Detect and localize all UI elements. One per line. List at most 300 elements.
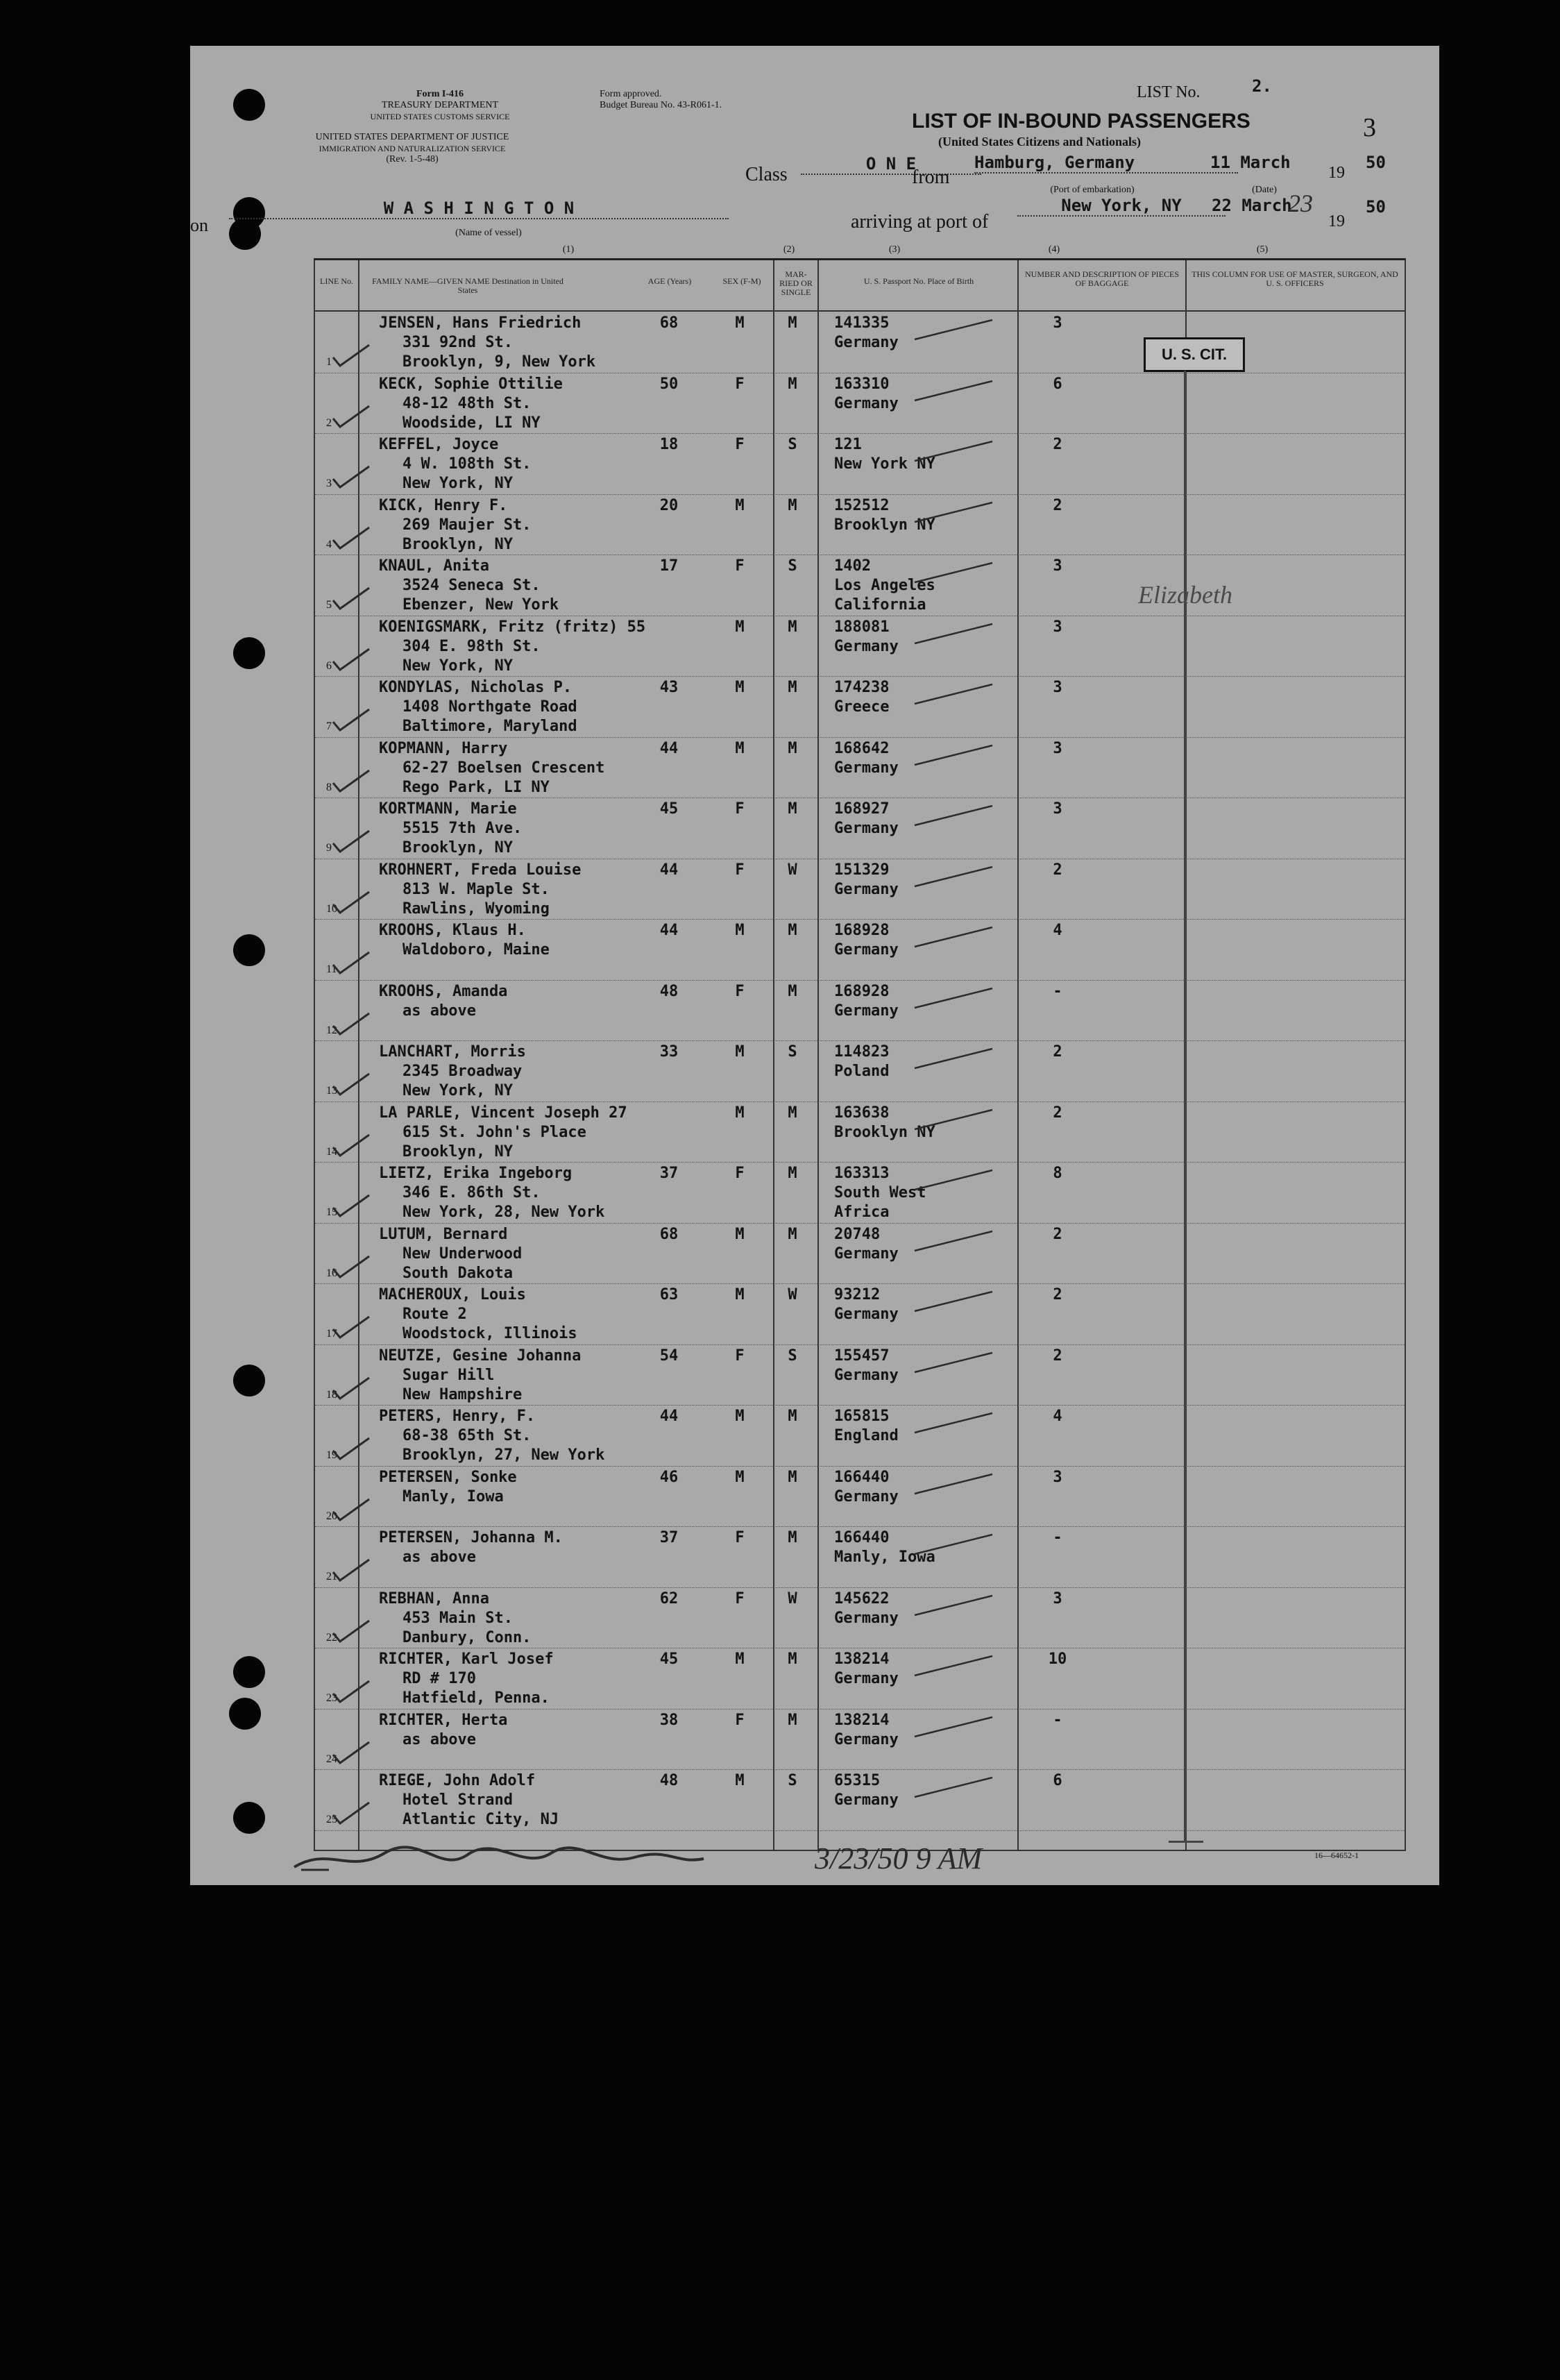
passenger-name: KOPMANN, Harry xyxy=(379,739,508,757)
table-row xyxy=(315,1102,1405,1163)
passenger-name: KICK, Henry F. xyxy=(379,496,508,514)
place-of-birth: Germany xyxy=(834,1670,899,1687)
passport-number: 168642 xyxy=(834,739,890,757)
table-row xyxy=(315,373,1405,434)
tick-stroke-icon xyxy=(912,437,995,465)
check-mark-icon xyxy=(330,1192,372,1220)
table-row xyxy=(315,1648,1405,1710)
arrival-date: 22 March xyxy=(1212,196,1292,215)
place-of-birth: Los Angeles xyxy=(834,577,935,594)
baggage-count: - xyxy=(1053,1711,1062,1729)
baggage-count: 2 xyxy=(1053,1347,1062,1365)
signature-scrawl xyxy=(287,1839,787,1881)
table-row xyxy=(315,1040,1405,1102)
line-number: 15 xyxy=(326,1206,337,1218)
marital-status-cell: S xyxy=(788,436,797,453)
table-row xyxy=(315,433,1405,495)
marital-status-cell: M xyxy=(788,1529,797,1546)
check-mark-icon xyxy=(330,585,372,613)
table-row xyxy=(315,676,1405,738)
tick-stroke-icon xyxy=(912,984,995,1012)
baggage-count: 3 xyxy=(1053,314,1062,332)
marital-status-cell: S xyxy=(788,1347,797,1365)
sex-cell: M xyxy=(735,679,745,696)
passenger-table xyxy=(314,258,1406,1851)
tick-stroke-icon xyxy=(912,1713,995,1741)
passenger-name: PETERSEN, Sonke xyxy=(379,1468,517,1486)
check-mark-icon xyxy=(330,1618,372,1646)
table-row xyxy=(315,1405,1405,1467)
sex-cell: F xyxy=(735,436,745,453)
check-mark-icon xyxy=(330,1071,372,1099)
col-number: (4) xyxy=(1048,244,1060,255)
line-number: 22 xyxy=(326,1631,337,1644)
col-header-line: LINE No. xyxy=(320,276,353,286)
place-of-birth: Germany xyxy=(834,1730,899,1748)
address-line1: 3524 Seneca St. xyxy=(402,577,541,594)
passport-number: 174238 xyxy=(834,679,890,696)
address-line2: Baltimore, Maryland xyxy=(402,718,577,735)
passenger-name: LANCHART, Morris xyxy=(379,1043,526,1061)
place-of-birth: Germany xyxy=(834,880,899,898)
check-mark-icon xyxy=(330,1254,372,1281)
passenger-name: KEFFEL, Joyce xyxy=(379,436,499,453)
col-header-name: FAMILY NAME—GIVEN NAME Destination in United States xyxy=(372,276,563,295)
port-embark-caption: (Port of embarkation) xyxy=(1050,185,1135,195)
passport-number: 151329 xyxy=(834,861,890,879)
line-number: 13 xyxy=(326,1085,337,1097)
address-line1: 453 Main St. xyxy=(402,1609,513,1627)
table-row xyxy=(315,1466,1405,1528)
binder-hole xyxy=(233,1365,265,1396)
line-number: 7 xyxy=(326,720,332,732)
place-of-birth-line2: Africa xyxy=(834,1204,890,1221)
marital-status-cell: M xyxy=(788,618,797,636)
baggage-count: 10 xyxy=(1048,1651,1067,1668)
check-mark-icon xyxy=(330,1435,372,1463)
sex-cell: F xyxy=(735,800,745,818)
vessel-caption: (Name of vessel) xyxy=(455,228,522,238)
from-label: from xyxy=(912,167,950,188)
passport-number: 138214 xyxy=(834,1651,890,1668)
baggage-count: 3 xyxy=(1053,739,1062,757)
age-cell: 45 xyxy=(659,1651,679,1668)
sex-cell: F xyxy=(735,557,745,575)
sex-cell: F xyxy=(735,861,745,879)
check-mark-icon xyxy=(330,1557,372,1585)
table-row xyxy=(315,494,1405,556)
passenger-name: KORTMANN, Marie xyxy=(379,800,517,818)
line-number: 4 xyxy=(326,538,332,550)
form-number: Form I-416 xyxy=(416,89,464,99)
ins-label: IMMIGRATION AND NATURALIZATION SERVICE xyxy=(319,144,506,153)
col-number: (1) xyxy=(562,244,575,255)
check-mark-icon xyxy=(330,1739,372,1767)
age-cell: 48 xyxy=(659,1772,679,1789)
address-line1: Hotel Strand xyxy=(402,1791,513,1809)
col-header-married: MAR-RIED OR SINGLE xyxy=(779,269,813,297)
address-line1: 331 92nd St. xyxy=(402,334,513,351)
line-number: 17 xyxy=(326,1328,337,1340)
address-line1: 304 E. 98th St. xyxy=(402,637,541,655)
baggage-count: 2 xyxy=(1053,1104,1062,1122)
signature-date: 3/23/50 9 AM xyxy=(815,1841,983,1875)
address-line2: Woodside, LI NY xyxy=(402,414,541,432)
baggage-count: 4 xyxy=(1053,922,1062,939)
address-line2: Woodstock, Illinois xyxy=(402,1325,577,1342)
address-line1: 4 W. 108th St. xyxy=(402,455,532,473)
address-line1: as above xyxy=(402,1730,476,1748)
baggage-count: 2 xyxy=(1053,496,1062,514)
address-line2: New York, NY xyxy=(402,1082,513,1099)
table-row xyxy=(315,797,1405,859)
check-mark-icon xyxy=(330,707,372,734)
address-line2: Danbury, Conn. xyxy=(402,1628,532,1646)
marital-status-cell: M xyxy=(788,922,797,939)
form-approval xyxy=(600,89,794,111)
age-cell: 44 xyxy=(659,1408,679,1425)
passport-number: 163638 xyxy=(834,1104,890,1122)
address-line1: 5515 7th Ave. xyxy=(402,820,523,837)
passenger-name: JENSEN, Hans Friedrich xyxy=(379,314,582,332)
sex-cell: M xyxy=(735,1225,745,1243)
page-number: 3 xyxy=(1363,113,1376,142)
table-row xyxy=(315,1283,1405,1345)
tick-stroke-icon xyxy=(912,1530,995,1558)
passenger-name: RICHTER, Herta xyxy=(379,1711,508,1729)
customs-service: UNITED STATES CUSTOMS SERVICE xyxy=(370,112,510,121)
page-subtitle: (United States Citizens and Nationals) xyxy=(938,135,1142,149)
class-value: O N E xyxy=(801,154,981,175)
line-number: 19 xyxy=(326,1449,337,1461)
address-line1: 346 E. 86th St. xyxy=(402,1184,541,1201)
age-cell: 45 xyxy=(659,800,679,818)
age-cell: 63 xyxy=(659,1286,679,1303)
age-cell: 54 xyxy=(659,1347,679,1365)
marital-status-cell: M xyxy=(788,314,797,332)
place-of-birth-line2: California xyxy=(834,596,926,614)
sex-cell: F xyxy=(735,375,745,393)
marital-status-cell: M xyxy=(788,375,797,393)
address-line1: 48-12 48th St. xyxy=(402,394,532,412)
passport-number: 114823 xyxy=(834,1043,890,1061)
line-number: 6 xyxy=(326,659,332,672)
list-no-label: LIST No. xyxy=(1137,83,1201,101)
tick-stroke-icon xyxy=(912,1592,995,1619)
col-header-sex: SEX (F-M) xyxy=(722,276,761,286)
place-of-birth: Germany xyxy=(834,1002,899,1020)
address-line2: Ebenzer, New York xyxy=(402,596,559,614)
age-cell: 18 xyxy=(659,436,679,453)
tick-stroke-icon xyxy=(912,802,995,829)
marital-status-cell: M xyxy=(788,1711,797,1729)
age-cell: 43 xyxy=(659,679,679,696)
passport-number: 163313 xyxy=(834,1165,890,1182)
stamp-line-foot xyxy=(1169,1841,1203,1843)
sex-cell: F xyxy=(735,1529,745,1546)
tick-stroke-icon xyxy=(912,1106,995,1133)
age-cell: 20 xyxy=(659,496,679,514)
marital-status-cell: M xyxy=(788,679,797,696)
address-line1: 62-27 Boelsen Crescent xyxy=(402,759,605,777)
place-of-birth: Germany xyxy=(834,1306,899,1323)
baggage-count: 2 xyxy=(1053,1225,1062,1243)
address-line1: Waldoboro, Maine xyxy=(402,941,550,959)
address-line1: 1408 Northgate Road xyxy=(402,698,577,716)
passenger-name: KOENIGSMARK, Fritz (fritz) 55 xyxy=(379,618,646,636)
table-row xyxy=(315,737,1405,799)
line-number: 12 xyxy=(326,1024,337,1036)
passport-number: 163310 xyxy=(834,375,890,393)
tick-stroke-icon xyxy=(912,1045,995,1072)
table-row xyxy=(315,1709,1405,1771)
age-cell: 33 xyxy=(659,1043,679,1061)
passport-number: 20748 xyxy=(834,1225,881,1243)
check-mark-icon xyxy=(330,1800,372,1828)
tick-stroke-icon xyxy=(912,620,995,648)
marital-status-cell: M xyxy=(788,739,797,757)
passenger-name: NEUTZE, Gesine Johanna xyxy=(379,1347,582,1365)
age-cell: 50 xyxy=(659,375,679,393)
passport-number: 152512 xyxy=(834,496,890,514)
col-header-passport: U. S. Passport No. Place of Birth xyxy=(863,276,974,286)
tick-stroke-icon xyxy=(912,1349,995,1376)
sex-cell: M xyxy=(735,1104,745,1122)
address-line2: Brooklyn, NY xyxy=(402,1142,513,1161)
address-line2: Brooklyn, 27, New York xyxy=(402,1446,605,1464)
check-mark-icon xyxy=(330,525,372,552)
address-line2: New York, NY xyxy=(402,475,513,492)
check-mark-icon xyxy=(330,1678,372,1706)
line-number: 21 xyxy=(326,1571,337,1583)
check-mark-icon xyxy=(330,646,372,674)
marital-status-cell: M xyxy=(788,1165,797,1182)
address-line2: Brooklyn, NY xyxy=(402,535,513,553)
table-row xyxy=(315,1769,1405,1831)
baggage-count: 2 xyxy=(1053,861,1062,879)
binder-hole xyxy=(233,1656,265,1688)
address-line2: New Hampshire xyxy=(402,1385,523,1403)
check-mark-icon xyxy=(330,950,372,977)
sex-cell: M xyxy=(735,1408,745,1425)
check-mark-icon xyxy=(330,403,372,431)
tick-stroke-icon xyxy=(912,741,995,769)
age-cell: 44 xyxy=(659,922,679,939)
passport-number: 168928 xyxy=(834,922,890,939)
table-row xyxy=(315,555,1405,616)
age-cell: 48 xyxy=(659,982,679,1000)
dept-justice: UNITED STATES DEPARTMENT OF JUSTICE xyxy=(315,132,509,142)
baggage-count: 2 xyxy=(1053,436,1062,453)
passport-number: 145622 xyxy=(834,1589,890,1607)
passport-number: 65315 xyxy=(834,1772,881,1789)
binder-hole xyxy=(233,89,265,121)
check-mark-icon xyxy=(330,889,372,917)
line-number: 5 xyxy=(326,599,332,611)
passenger-name: RICHTER, Karl Josef xyxy=(379,1651,554,1668)
marital-status-cell: S xyxy=(788,1043,797,1061)
passenger-name: PETERSEN, Johanna M. xyxy=(379,1529,563,1546)
baggage-count: 2 xyxy=(1053,1286,1062,1303)
baggage-count: 8 xyxy=(1053,1165,1062,1182)
baggage-count: 4 xyxy=(1053,1408,1062,1425)
place-of-birth: New York NY xyxy=(834,455,935,473)
passport-number: 1402 xyxy=(834,557,871,575)
baggage-count: 3 xyxy=(1053,618,1062,636)
address-line2: Atlantic City, NJ xyxy=(402,1811,559,1828)
place-of-birth: England xyxy=(834,1427,899,1444)
binder-hole xyxy=(233,1802,265,1834)
passenger-name: KROOHS, Klaus H. xyxy=(379,922,526,939)
line-number: 2 xyxy=(326,416,332,429)
table-row xyxy=(315,1587,1405,1649)
place-of-birth: Germany xyxy=(834,1244,899,1263)
passenger-name: LIETZ, Erika Ingeborg xyxy=(379,1165,573,1182)
place-of-birth: Brooklyn NY xyxy=(834,1123,935,1141)
col-number: (5) xyxy=(1256,244,1269,255)
sex-cell: M xyxy=(735,1772,745,1789)
line-number: 1 xyxy=(326,356,332,368)
line-number: 3 xyxy=(326,478,332,489)
line-number: 25 xyxy=(326,1814,337,1825)
col-header-officers: THIS COLUMN FOR USE OF MASTER, SURGEON, AND U. S. OFFICERS xyxy=(1192,269,1398,288)
place-of-birth: Germany xyxy=(834,1791,899,1809)
check-mark-icon xyxy=(330,342,372,370)
marital-status-cell: W xyxy=(788,861,797,879)
tick-stroke-icon xyxy=(912,559,995,586)
passport-number: 168928 xyxy=(834,982,890,1000)
baggage-count: 2 xyxy=(1053,1043,1062,1061)
sex-cell: M xyxy=(735,739,745,757)
place-of-birth: Greece xyxy=(834,698,890,716)
check-mark-icon xyxy=(330,828,372,856)
passenger-name: KROHNERT, Freda Louise xyxy=(379,861,582,879)
line-number: 14 xyxy=(326,1145,337,1158)
marital-status-cell: W xyxy=(788,1589,797,1607)
binder-hole xyxy=(229,1698,261,1730)
year-value: 50 xyxy=(1366,153,1386,172)
binder-hole xyxy=(233,637,265,669)
sex-cell: F xyxy=(735,1165,745,1182)
passport-number: 166440 xyxy=(834,1468,890,1486)
address-line2: Brooklyn, 9, New York xyxy=(402,353,596,371)
manifest-sheet xyxy=(190,46,1439,1885)
tick-stroke-icon xyxy=(912,316,995,344)
passenger-name: RIEGE, John Adolf xyxy=(379,1772,536,1789)
passenger-name: KECK, Sophie Ottilie xyxy=(379,375,563,393)
marital-status-cell: W xyxy=(788,1286,797,1303)
passport-number: 166440 xyxy=(834,1529,890,1546)
line-number: 10 xyxy=(326,902,337,915)
passenger-name: LA PARLE, Vincent Joseph 27 xyxy=(379,1104,627,1122)
line-number: 20 xyxy=(326,1510,337,1522)
address-line1: 813 W. Maple St. xyxy=(402,880,550,898)
tick-stroke-icon xyxy=(912,1227,995,1255)
passenger-name: PETERS, Henry, F. xyxy=(379,1408,536,1425)
place-of-birth: Germany xyxy=(834,941,899,959)
baggage-count: 3 xyxy=(1053,1589,1062,1607)
col-number: (2) xyxy=(783,244,795,255)
tick-stroke-icon xyxy=(912,680,995,708)
address-line1: Sugar Hill xyxy=(402,1366,495,1384)
date-caption: (Date) xyxy=(1252,185,1277,195)
age-cell: 62 xyxy=(659,1589,679,1607)
age-cell: 68 xyxy=(659,1225,679,1243)
place-of-birth: Poland xyxy=(834,1063,890,1080)
passport-number: 168927 xyxy=(834,800,890,818)
tick-stroke-icon xyxy=(912,863,995,891)
list-no-value: 2. xyxy=(1252,76,1272,96)
sex-cell: M xyxy=(735,1043,745,1061)
address-line1: as above xyxy=(402,1002,476,1020)
baggage-count: - xyxy=(1053,982,1062,1000)
table-row xyxy=(315,919,1405,981)
address-line1: 68-38 65th St. xyxy=(402,1427,532,1444)
line-number: 9 xyxy=(326,842,332,854)
from-date: 11 March xyxy=(1210,153,1291,172)
address-line2: South Dakota xyxy=(402,1264,513,1282)
arrival-year-prefix: 19 xyxy=(1328,212,1345,230)
sex-cell: M xyxy=(735,1468,745,1486)
marital-status-cell: M xyxy=(788,1408,797,1425)
check-mark-icon xyxy=(330,1011,372,1038)
binder-hole xyxy=(229,218,261,250)
address-line2: New York, 28, New York xyxy=(402,1204,605,1221)
arrival-date-handwritten: 23 xyxy=(1288,189,1313,217)
address-line1: 615 St. John's Place xyxy=(402,1123,586,1141)
justice-header xyxy=(301,132,523,165)
address-line1: as above xyxy=(402,1548,476,1566)
marital-status-cell: M xyxy=(788,496,797,514)
sex-cell: F xyxy=(735,982,745,1000)
baggage-count: 6 xyxy=(1053,1772,1062,1789)
baggage-count: 3 xyxy=(1053,679,1062,696)
sex-cell: M xyxy=(735,496,745,514)
tick-stroke-icon xyxy=(912,1166,995,1194)
sex-cell: F xyxy=(735,1347,745,1365)
address-line2: Rego Park, LI NY xyxy=(402,778,550,796)
tick-stroke-icon xyxy=(912,1652,995,1680)
tick-stroke-icon xyxy=(912,1288,995,1315)
year-prefix: 19 xyxy=(1328,164,1345,182)
place-of-birth: Germany xyxy=(834,394,899,412)
age-cell: 17 xyxy=(659,557,679,575)
place-of-birth: Germany xyxy=(834,1366,899,1384)
age-cell: 37 xyxy=(659,1529,679,1546)
passenger-name: KNAUL, Anita xyxy=(379,557,489,575)
class-label: Class xyxy=(745,164,788,185)
line-number: 23 xyxy=(326,1692,337,1704)
check-mark-icon xyxy=(330,464,372,491)
passport-number: 138214 xyxy=(834,1711,890,1729)
sex-cell: F xyxy=(735,1711,745,1729)
line-number: 11 xyxy=(326,963,337,975)
address-line1: 2345 Broadway xyxy=(402,1063,523,1080)
check-mark-icon xyxy=(330,1314,372,1342)
marital-status-cell: M xyxy=(788,982,797,1000)
place-of-birth: Germany xyxy=(834,637,899,655)
arrival-port: New York, NY xyxy=(1017,196,1226,217)
form-approved: Form approved. xyxy=(600,89,662,99)
passport-number: 141335 xyxy=(834,314,890,332)
marital-status-cell: M xyxy=(788,1104,797,1122)
place-of-birth: South West xyxy=(834,1184,926,1201)
place-of-birth: Germany xyxy=(834,1609,899,1627)
sex-cell: M xyxy=(735,314,745,332)
passenger-name: KROOHS, Amanda xyxy=(379,982,508,1000)
tick-stroke-icon xyxy=(912,1409,995,1437)
age-cell: 38 xyxy=(659,1711,679,1729)
